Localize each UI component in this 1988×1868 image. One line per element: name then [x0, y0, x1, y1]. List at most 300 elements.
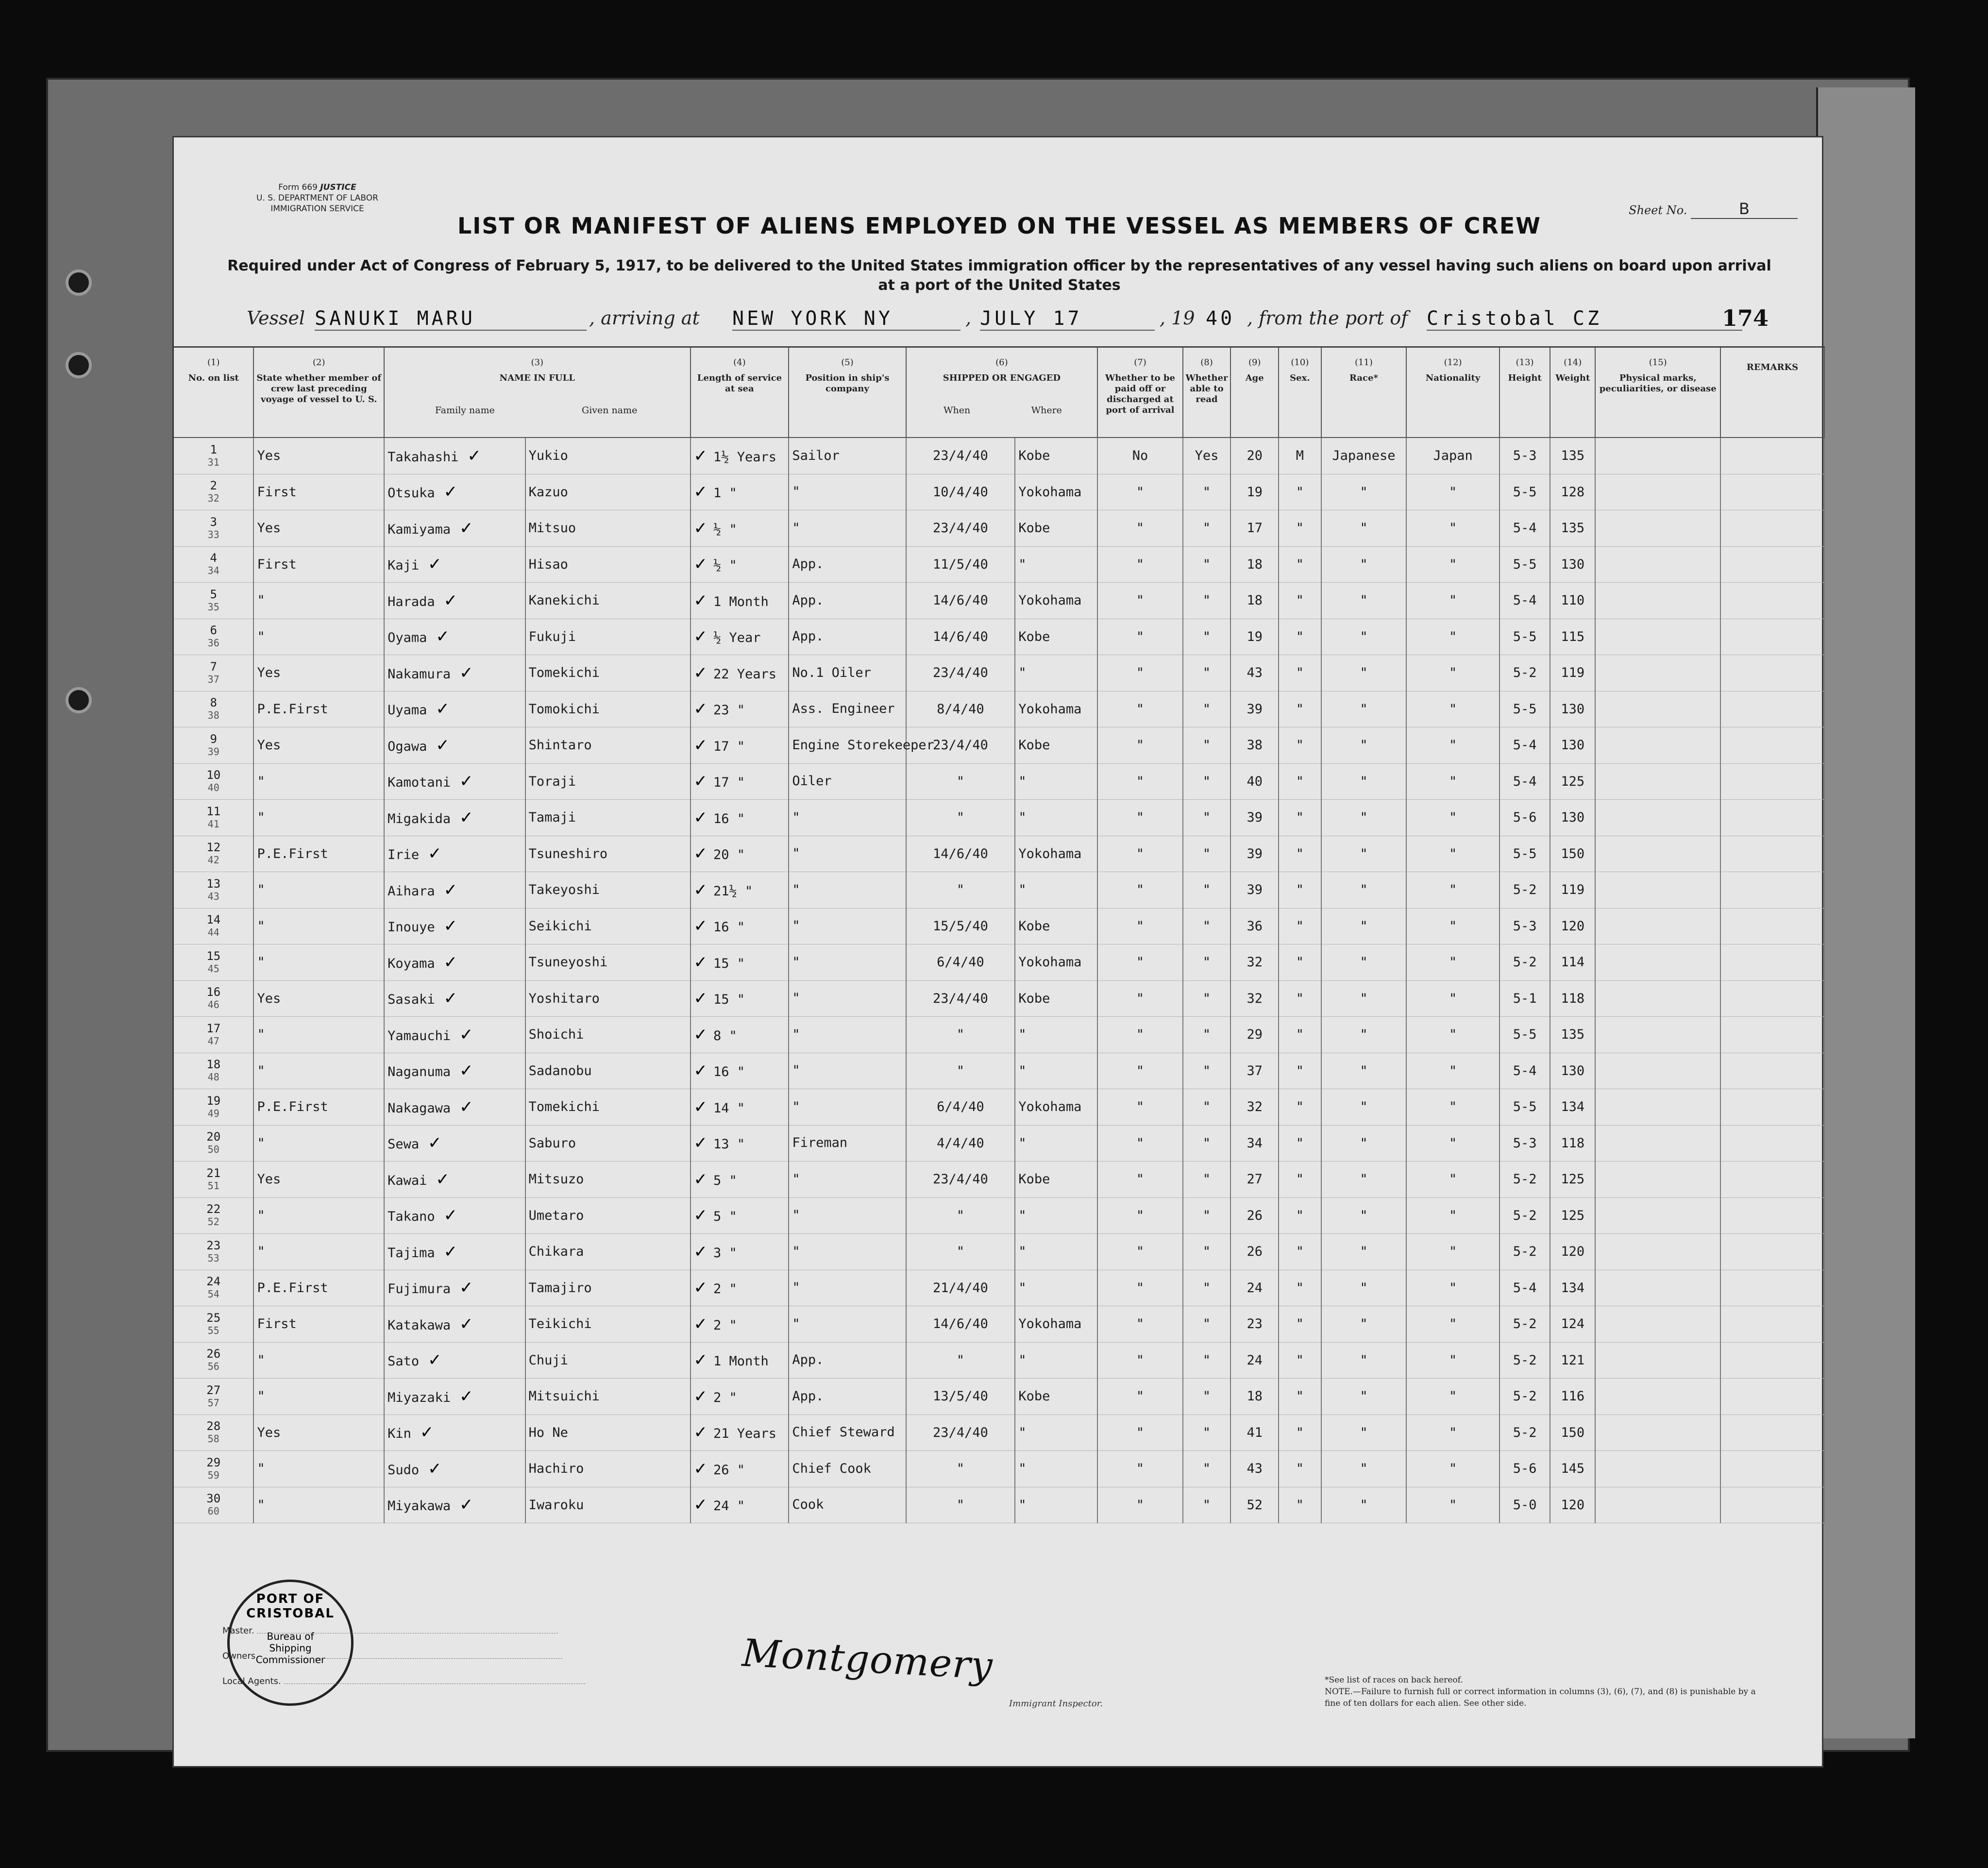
cell-age — [1230, 1053, 1279, 1089]
race: " — [1360, 1497, 1368, 1513]
cell-race — [1321, 1017, 1406, 1053]
cell-height — [1499, 1053, 1550, 1089]
shipped-when: " — [956, 1208, 965, 1223]
family-name: Kamotani — [387, 775, 451, 791]
prior-voyage: " — [257, 1352, 265, 1368]
given-name: Tomokichi — [528, 701, 600, 717]
position: No.1 Oiler — [792, 665, 871, 680]
check-mark-icon: ✓ — [693, 627, 708, 647]
cell-shipped-where — [1015, 619, 1097, 655]
sex: " — [1296, 1352, 1304, 1368]
row-number: 9 — [210, 732, 217, 746]
cell-prior-voyage — [253, 474, 384, 510]
row-number: 11 — [206, 804, 221, 818]
cell-able-to-read — [1183, 1306, 1231, 1343]
height: 5-5 — [1513, 484, 1537, 500]
cell-given-name — [525, 1379, 691, 1415]
cell-able-to-read — [1183, 836, 1231, 872]
height: 5-2 — [1513, 1208, 1537, 1223]
cell-prior-voyage — [253, 510, 384, 547]
cell-prior-voyage — [253, 908, 384, 944]
shipped-when: 23/4/40 — [933, 521, 988, 536]
paid-off: " — [1136, 810, 1145, 825]
col-header: (6) SHIPPED OR ENGAGED When Where — [906, 347, 1098, 438]
shipped-when: 14/6/40 — [933, 846, 988, 861]
position: App. — [792, 629, 824, 644]
cell-sex — [1279, 1161, 1321, 1198]
cell-prior-voyage — [253, 1197, 384, 1234]
position: " — [792, 1171, 800, 1187]
age: 29 — [1247, 1027, 1263, 1043]
given-name: Tsuneyoshi — [528, 955, 608, 970]
cell-weight — [1550, 1379, 1595, 1415]
height: 5-2 — [1513, 665, 1537, 681]
cell-remarks — [1720, 1451, 1824, 1487]
able-to-read: " — [1202, 1172, 1211, 1187]
cell-shipped-where — [1015, 1017, 1097, 1053]
cell-position — [789, 1017, 906, 1053]
race: " — [1360, 1425, 1368, 1440]
paid-off: " — [1136, 521, 1145, 536]
cell-prior-voyage — [253, 1270, 384, 1306]
check-mark-icon: ✓ — [693, 1025, 708, 1044]
cell-service-length — [691, 619, 789, 655]
service-length: 21½ " — [713, 883, 753, 899]
cell-age — [1230, 691, 1279, 727]
weight: 125 — [1561, 1208, 1585, 1223]
service-length: 16 " — [713, 920, 745, 935]
position: " — [792, 1280, 800, 1296]
row-number: 1 — [210, 442, 217, 456]
given-name: Hisao — [528, 556, 568, 572]
cell-race — [1321, 583, 1406, 619]
nationality: " — [1449, 665, 1457, 681]
nationality: " — [1449, 918, 1457, 934]
cell-shipped-where — [1015, 438, 1097, 474]
shipped-where: " — [1018, 1352, 1027, 1368]
row-number: 26 — [206, 1347, 221, 1361]
cell-service-length — [691, 980, 789, 1017]
arrival-port: NEW YORK NY — [732, 307, 960, 331]
cell-no — [174, 1414, 253, 1451]
row-number: 8 — [210, 696, 217, 710]
cell-remarks — [1720, 583, 1824, 619]
paid-off: " — [1136, 991, 1145, 1006]
table-row — [174, 1306, 1824, 1343]
cell-remarks — [1720, 691, 1824, 727]
sex: " — [1296, 1461, 1304, 1477]
able-to-read: " — [1202, 810, 1211, 825]
cell-shipped-where — [1015, 583, 1097, 619]
family-name: Nakagawa — [387, 1100, 451, 1116]
col-header: (14) Weight — [1550, 347, 1595, 438]
cell-height — [1499, 1125, 1550, 1161]
cell-nationality — [1406, 1053, 1499, 1089]
cell-shipped-when — [906, 1451, 1015, 1487]
service-length: 23 " — [713, 703, 745, 718]
age: 20 — [1247, 448, 1263, 464]
cell-family-name — [384, 944, 525, 981]
cell-remarks — [1720, 763, 1824, 800]
cell-position — [789, 1089, 906, 1126]
cell-position — [789, 727, 934, 764]
age: 39 — [1247, 810, 1263, 825]
service-length: 2 " — [713, 1317, 737, 1333]
cell-shipped-where — [1015, 980, 1097, 1017]
cell-no — [174, 727, 253, 764]
cell-prior-voyage — [253, 1234, 384, 1270]
check-mark-icon: ✓ — [428, 1459, 442, 1479]
cell-able-to-read — [1183, 1053, 1231, 1089]
row-number: 21 — [206, 1166, 221, 1180]
able-to-read: " — [1202, 1461, 1211, 1477]
cell-age — [1230, 546, 1279, 583]
col-header: (4) Length of service at sea — [691, 347, 789, 438]
cell-no — [174, 474, 253, 510]
cell-paid-off — [1097, 655, 1182, 691]
cell-position — [789, 1487, 906, 1523]
shipped-when: " — [956, 882, 965, 898]
cell-race — [1321, 836, 1406, 872]
cell-physical-marks — [1595, 1017, 1720, 1053]
height: 5-2 — [1513, 1244, 1537, 1260]
race: " — [1360, 701, 1368, 717]
cell-race — [1321, 1053, 1406, 1089]
family-name: Katakawa — [387, 1317, 451, 1333]
cell-height — [1499, 546, 1550, 583]
height: 5-3 — [1513, 918, 1537, 934]
paid-off: " — [1136, 665, 1145, 681]
service-length: 21 Years — [713, 1426, 777, 1442]
cell-no — [174, 1197, 253, 1234]
cell-prior-voyage — [253, 727, 384, 764]
row-number: 13 — [206, 876, 221, 891]
cell-prior-voyage — [253, 1379, 384, 1415]
check-mark-icon: ✓ — [693, 808, 708, 827]
height: 5-6 — [1513, 1461, 1537, 1477]
height: 5-3 — [1513, 1135, 1537, 1151]
cell-shipped-when — [906, 1414, 1015, 1451]
row-number-alt: 44 — [207, 926, 219, 939]
cell-height — [1499, 1234, 1550, 1270]
service-length: 24 " — [713, 1498, 745, 1514]
sex: " — [1296, 738, 1304, 753]
check-mark-icon: ✓ — [693, 1206, 708, 1226]
cell-able-to-read — [1183, 763, 1231, 800]
cell-given-name — [525, 980, 691, 1017]
cell-position — [789, 1197, 906, 1234]
cell-position — [789, 1379, 906, 1415]
cell-able-to-read — [1183, 1197, 1231, 1234]
weight: 125 — [1561, 774, 1585, 789]
cell-shipped-when — [906, 908, 1015, 944]
department-correction: JUSTICE — [320, 183, 356, 192]
prior-voyage: " — [257, 1208, 265, 1223]
page-number: 174 — [1721, 305, 1769, 331]
check-mark-icon: ✓ — [693, 1097, 708, 1117]
cell-nationality — [1406, 1089, 1499, 1126]
weight: 125 — [1561, 1172, 1585, 1187]
stamp-port: PORT OF CRISTOBAL — [246, 1592, 335, 1621]
able-to-read: " — [1202, 1208, 1211, 1223]
cell-prior-voyage — [253, 691, 384, 727]
row-number-alt: 43 — [207, 890, 219, 902]
age: 39 — [1247, 846, 1263, 861]
cell-given-name — [525, 727, 691, 764]
cell-race — [1321, 1161, 1406, 1198]
cell-physical-marks — [1595, 546, 1720, 583]
cell-sex — [1279, 691, 1321, 727]
cell-service-length — [691, 1017, 789, 1053]
height: 5-5 — [1513, 1099, 1537, 1115]
inspector-label: Immigrant Inspector. — [1009, 1699, 1103, 1709]
cell-no — [174, 1161, 253, 1198]
nationality: " — [1449, 774, 1457, 789]
weight: 150 — [1561, 1425, 1585, 1440]
row-number-alt: 57 — [207, 1397, 219, 1409]
cell-service-length — [691, 836, 789, 872]
cell-physical-marks — [1595, 1342, 1720, 1379]
check-mark-icon: ✓ — [428, 844, 442, 864]
race: " — [1360, 1172, 1368, 1187]
cell-sex — [1279, 1414, 1321, 1451]
check-mark-icon: ✓ — [693, 518, 708, 538]
nationality: " — [1449, 1099, 1457, 1115]
nationality: " — [1449, 1244, 1457, 1260]
nationality: Japan — [1433, 448, 1473, 464]
cell-weight — [1550, 474, 1595, 510]
cell-height — [1499, 836, 1550, 872]
cell-nationality — [1406, 1487, 1499, 1523]
cell-no — [174, 908, 253, 944]
position: Sailor — [792, 448, 840, 463]
cell-able-to-read — [1183, 800, 1231, 836]
cell-weight — [1550, 872, 1595, 909]
prior-voyage: " — [257, 774, 265, 789]
cell-shipped-where — [1015, 1306, 1097, 1343]
cell-position — [789, 1270, 906, 1306]
cell-remarks — [1720, 1053, 1824, 1089]
table-row — [174, 438, 1824, 474]
row-number: 14 — [206, 913, 221, 927]
cell-nationality — [1406, 1234, 1499, 1270]
cell-position — [789, 1053, 906, 1089]
service-length: 1 " — [713, 486, 737, 501]
cell-shipped-when — [906, 836, 1015, 872]
cell-able-to-read — [1183, 1089, 1231, 1126]
table-row — [174, 1053, 1824, 1089]
cell-prior-voyage — [253, 763, 384, 800]
cell-prior-voyage — [253, 800, 384, 836]
cell-race — [1321, 1089, 1406, 1126]
age: 43 — [1247, 665, 1263, 681]
cell-age — [1230, 619, 1279, 655]
row-number-alt: 52 — [207, 1216, 219, 1228]
cell-remarks — [1720, 474, 1824, 510]
sex: " — [1296, 1316, 1304, 1332]
cell-remarks — [1720, 1125, 1824, 1161]
cell-prior-voyage — [253, 583, 384, 619]
cell-shipped-where — [1015, 1342, 1097, 1379]
given-name: Teikichi — [528, 1316, 592, 1332]
stamp-bureau: Bureau of Shipping Commissioner — [255, 1631, 325, 1666]
cell-paid-off — [1097, 1414, 1182, 1451]
service-length: 13 " — [713, 1137, 745, 1152]
paid-off: " — [1136, 846, 1145, 861]
cell-no — [174, 944, 253, 981]
shipped-when: 23/4/40 — [933, 991, 988, 1006]
height: 5-1 — [1513, 991, 1537, 1006]
height: 5-4 — [1513, 774, 1537, 789]
cell-prior-voyage — [253, 1161, 384, 1198]
given-name: Tamajiro — [528, 1280, 592, 1296]
family-name: Miyakawa — [387, 1498, 451, 1514]
row-number: 10 — [206, 768, 221, 782]
row-number: 15 — [206, 949, 221, 963]
row-number: 4 — [210, 551, 217, 565]
cell-paid-off — [1097, 944, 1182, 981]
position: " — [792, 991, 800, 1006]
table-row — [174, 1234, 1824, 1270]
shipped-where: Yokohama — [1018, 484, 1082, 500]
table-row — [174, 510, 1824, 547]
given-name: Seikichi — [528, 918, 592, 934]
cell-family-name — [384, 655, 525, 691]
cell-paid-off — [1097, 1089, 1182, 1126]
cell-nationality — [1406, 691, 1499, 727]
shipped-where: " — [1018, 1063, 1027, 1078]
paid-off: " — [1136, 1497, 1145, 1513]
cell-given-name — [525, 1234, 691, 1270]
cell-height — [1499, 438, 1550, 474]
shipped-where: Yokohama — [1018, 593, 1082, 608]
table-row — [174, 546, 1824, 583]
check-mark-icon: ✓ — [693, 699, 708, 719]
cell-able-to-read — [1183, 1414, 1231, 1451]
cell-paid-off — [1097, 1379, 1182, 1415]
position: Oiler — [792, 774, 832, 789]
table-row — [174, 727, 1824, 764]
cell-height — [1499, 763, 1550, 800]
cell-physical-marks — [1595, 908, 1720, 944]
table-row — [174, 1487, 1824, 1523]
race: " — [1360, 1099, 1368, 1115]
height: 5-2 — [1513, 1352, 1537, 1368]
row-number: 25 — [206, 1311, 221, 1325]
cell-age — [1230, 944, 1279, 981]
weight: 130 — [1561, 556, 1585, 572]
cell-position — [789, 1414, 906, 1451]
cell-height — [1499, 908, 1550, 944]
height: 5-6 — [1513, 810, 1537, 825]
height: 5-0 — [1513, 1497, 1537, 1513]
binder-hole-icon — [66, 352, 92, 378]
cell-remarks — [1720, 908, 1824, 944]
position: " — [792, 1208, 800, 1223]
position: " — [792, 954, 800, 970]
shipped-when: 8/4/40 — [937, 701, 984, 717]
sex: " — [1296, 1099, 1304, 1115]
table-row — [174, 1379, 1824, 1415]
cell-given-name — [525, 800, 691, 836]
table-row — [174, 1125, 1824, 1161]
sex: " — [1296, 1280, 1304, 1296]
weight: 115 — [1561, 629, 1585, 644]
family-name: Kamiyama — [387, 522, 451, 537]
height: 5-4 — [1513, 738, 1537, 753]
position: App. — [792, 556, 824, 572]
check-mark-icon: ✓ — [443, 952, 458, 972]
cell-shipped-where — [1015, 1161, 1097, 1198]
cell-sex — [1279, 1270, 1321, 1306]
shipped-where: " — [1018, 1244, 1027, 1260]
cell-remarks — [1720, 1379, 1824, 1415]
row-number-alt: 34 — [207, 565, 219, 577]
shipped-when: 23/4/40 — [933, 1172, 988, 1187]
cell-given-name — [525, 1125, 691, 1161]
row-number: 17 — [206, 1021, 221, 1035]
cell-paid-off — [1097, 800, 1182, 836]
prior-voyage: " — [257, 1135, 265, 1151]
table-row — [174, 691, 1824, 727]
arrival-date: JULY 17 — [980, 307, 1155, 331]
cell-sex — [1279, 1125, 1321, 1161]
cell-age — [1230, 1306, 1279, 1343]
position: Cook — [792, 1497, 824, 1513]
age: 39 — [1247, 701, 1263, 717]
cell-age — [1230, 763, 1279, 800]
age: 32 — [1247, 991, 1263, 1006]
able-to-read: " — [1202, 1244, 1211, 1260]
row-number: 6 — [210, 623, 217, 638]
cell-given-name — [525, 836, 691, 872]
shipped-where: " — [1018, 1497, 1027, 1513]
race: " — [1360, 955, 1368, 970]
age: 27 — [1247, 1172, 1263, 1187]
cell-race — [1321, 619, 1406, 655]
cell-service-length — [691, 1053, 789, 1089]
cell-nationality — [1406, 438, 1499, 474]
check-mark-icon: ✓ — [693, 1278, 708, 1298]
height: 5-4 — [1513, 521, 1537, 536]
cell-weight — [1550, 1125, 1595, 1161]
given-name: Chuji — [528, 1352, 568, 1368]
cell-no — [174, 1451, 253, 1487]
cell-weight — [1550, 800, 1595, 836]
position: " — [792, 1099, 800, 1114]
cell-no — [174, 980, 253, 1017]
family-name: Koyama — [387, 956, 435, 971]
cell-paid-off — [1097, 691, 1182, 727]
cell-weight — [1550, 691, 1595, 727]
cell-position — [789, 655, 906, 691]
position: " — [792, 1063, 800, 1078]
cell-no — [174, 1017, 253, 1053]
shipped-where: " — [1018, 665, 1027, 681]
cell-age — [1230, 872, 1279, 909]
cell-physical-marks — [1595, 1234, 1720, 1270]
check-mark-icon: ✓ — [693, 916, 708, 936]
cell-weight — [1550, 1234, 1595, 1270]
paid-off: " — [1136, 1389, 1145, 1404]
cell-paid-off — [1097, 1270, 1182, 1306]
check-mark-icon: ✓ — [693, 555, 708, 574]
cell-physical-marks — [1595, 1125, 1720, 1161]
family-name: Harada — [387, 594, 435, 609]
nationality: " — [1449, 1352, 1457, 1368]
height: 5-2 — [1513, 1172, 1537, 1187]
cell-shipped-when — [906, 1342, 1015, 1379]
